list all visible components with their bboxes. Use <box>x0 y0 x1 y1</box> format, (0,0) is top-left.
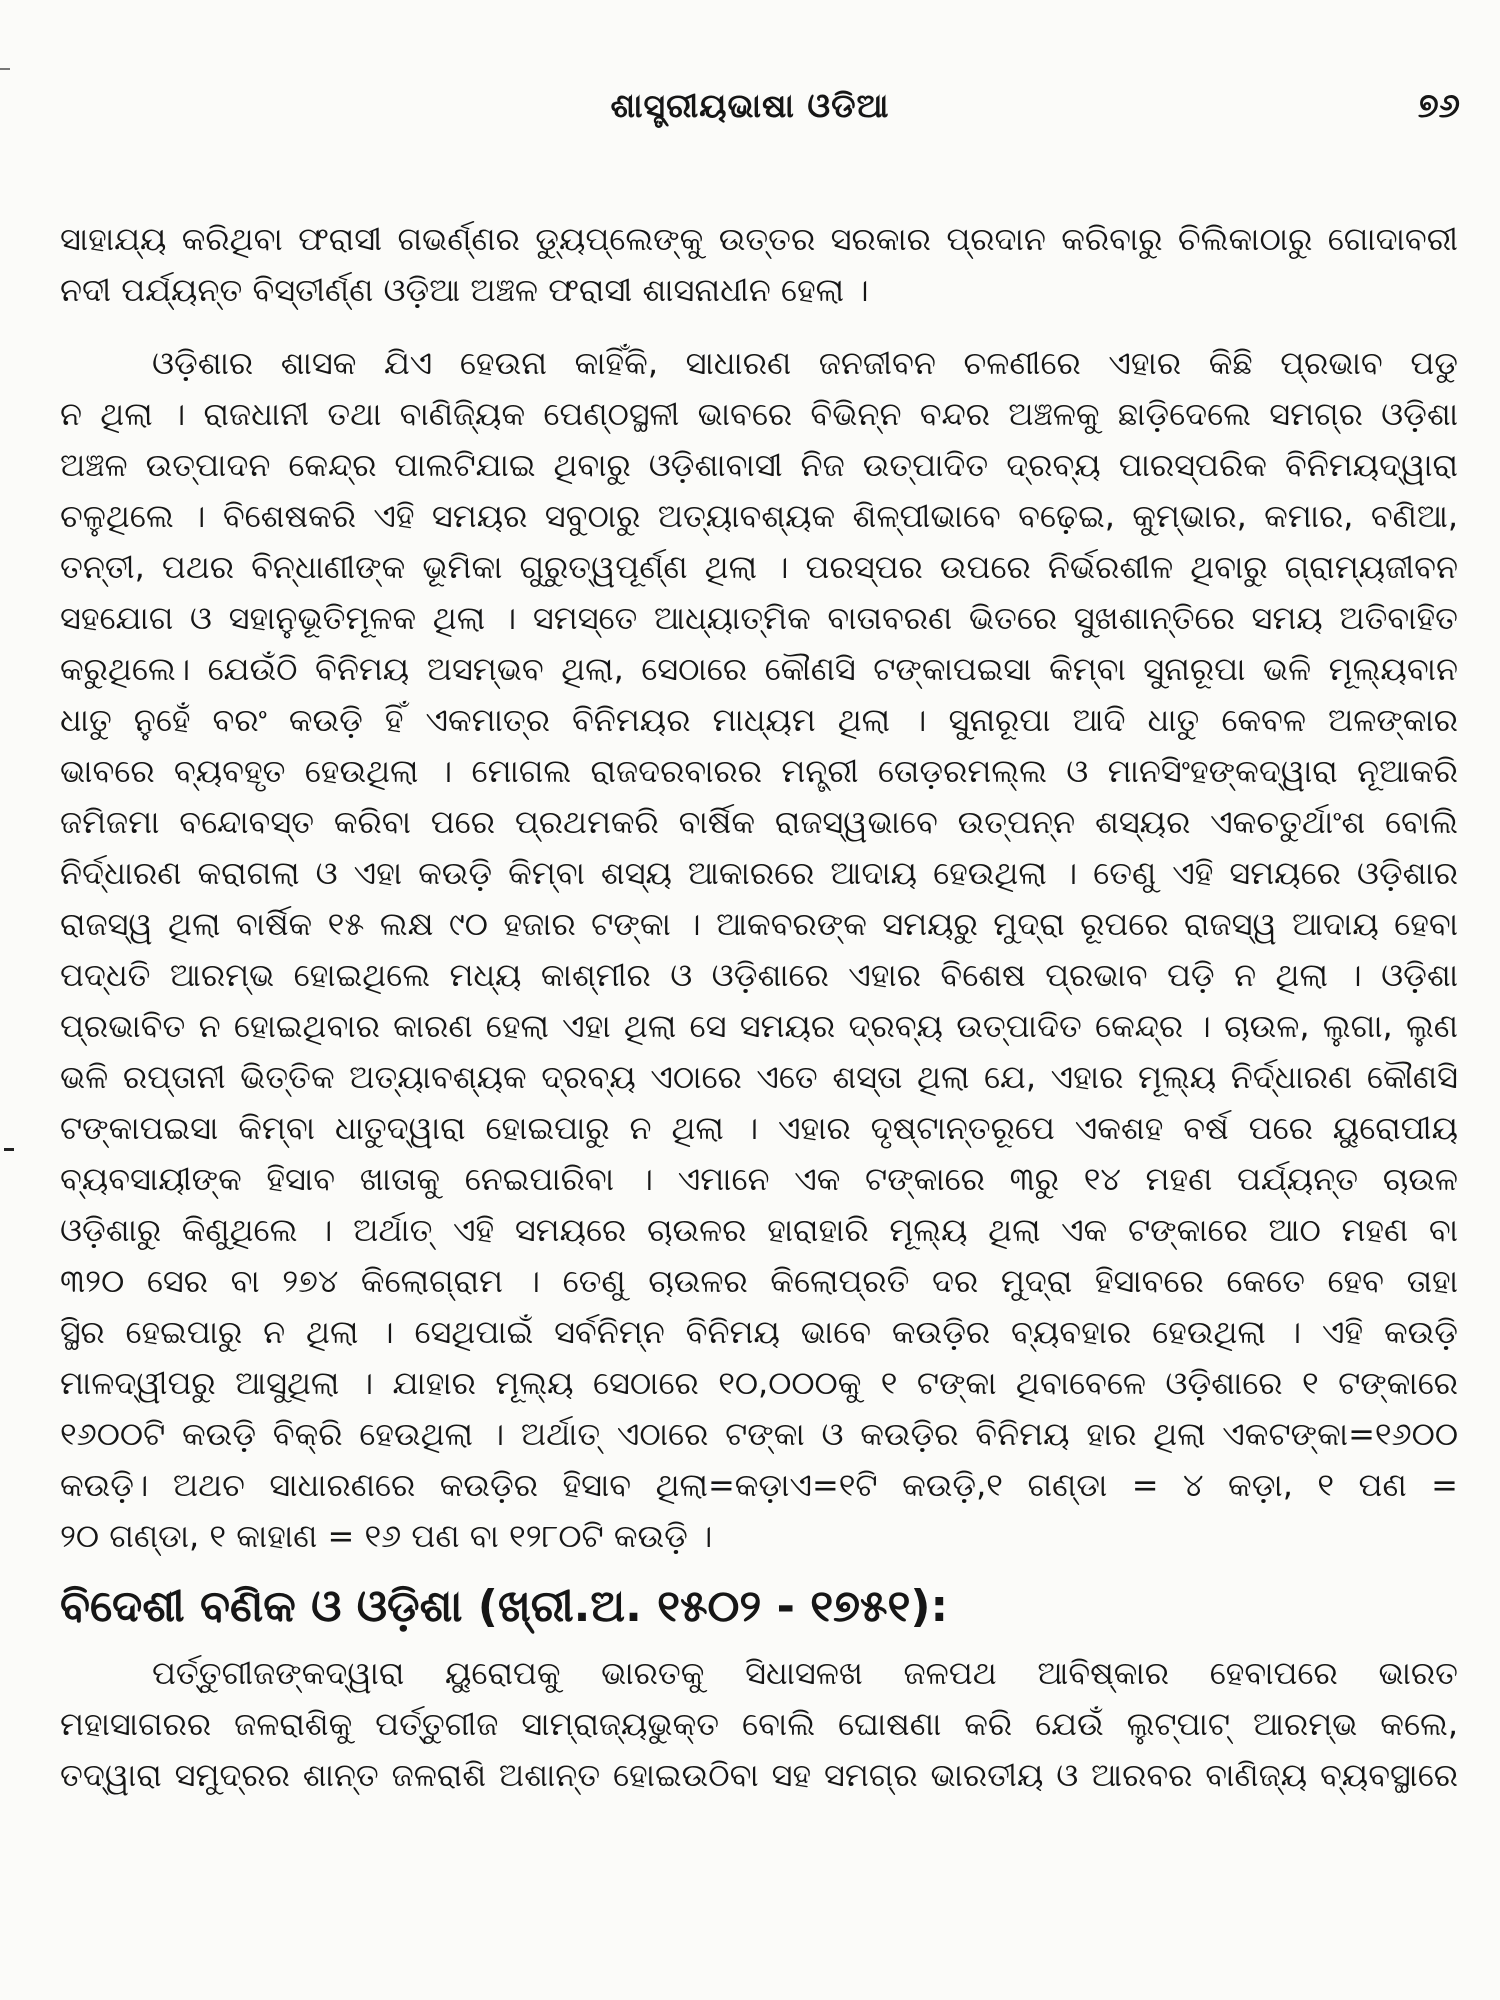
text-line: ମହାସାଗରର ଜଳରାଶିକୁ ପର୍ତ୍ତୁଗୀଜ ସାମ୍ରାଜ୍ୟଭୁକ୍ତ ବୋଲି ଘୋଷଣା କରି ଯେଉଁ ଲୁଟ୍‌ପାଟ୍ ଆରମ୍ଭ କଲେ, <box>60 1705 1458 1743</box>
text-line: ପର୍ତ୍ତୁଗୀଜଙ୍କଦ୍ୱାରା ୟୁରୋପକୁ ଭାରତକୁ ସିଧାସଳଖ ଜଳପଥ ଆବିଷ୍କାର ହେବାପରେ ଭାରତ <box>152 1654 1458 1692</box>
text-line: ଓଡ଼ିଶାର ଶାସକ ଯିଏ ହେଉନା କାହିଁକି, ସାଧାରଣ ଜନଜୀବନ ଚଳଣୀରେ ଏହାର କିଛି ପ୍ରଭାବ ପଡୁ <box>152 344 1458 382</box>
text-line: ସହଯୋଗ ଓ ସହାନୁଭୂତିମୂଳକ ଥିଲା । ସମସ୍ତେ ଆଧ୍ୟାତ୍ମିକ ବାତାବରଣ ଭିତରେ ସୁଖଶାନ୍ତିରେ ସମୟ ଅତିବାହିତ <box>60 599 1458 637</box>
text-line: ୨୦ ଗଣ୍ଡା, ୧ କାହାଣ = ୧୬ ପଣ ବା ୧୨୮୦ଟି କଉଡ଼ି । <box>60 1517 713 1555</box>
paragraph <box>60 1648 1458 1801</box>
text-line: ଭାବରେ ବ୍ୟବହୃତ ହେଉଥିଲା । ମୋଗଲ ରାଜଦରବାରର ମନ୍ତ୍ରୀ ତୋଡ଼ରମଲ୍ଲ ଓ ମାନସିଂହଙ୍କଦ୍ୱାରା ନୂଆକରି <box>60 752 1458 790</box>
text-line: ପଦ୍ଧତି ଆରମ୍ଭ ହୋଇଥିଲେ ମଧ୍ୟ କାଶ୍ମୀର ଓ ଓଡ଼ିଶାରେ ଏହାର ବିଶେଷ ପ୍ରଭାବ ପଡ଼ି ନ ଥିଲା । ଓଡ଼ିଶା <box>60 956 1458 994</box>
text-line: ଟଙ୍କାପଇସା କିମ୍ବା ଧାତୁଦ୍ୱାରା ହୋଇପାରୁ ନ ଥିଲା । ଏହାର ଦୃଷ୍ଟାନ୍ତରୂପେ ଏକଶହ ବର୍ଷ ପରେ ୟୁରୋପୀୟ <box>60 1109 1458 1147</box>
text-line: ନଦୀ ପର୍ଯ୍ୟନ୍ତ ବିସ୍ତୀର୍ଣ୍ଣ ଓଡ଼ିଆ ଅଞ୍ଚଳ ଫରାସୀ ଶାସନାଧୀନ ହେଲା । <box>60 271 869 309</box>
text-line: ସାହାଯ୍ୟ କରିଥିବା ଫରାସୀ ଗଭର୍ଣ୍ଣର ଡ୍ୟୁପ୍ଲେଙ୍କୁ ଉତ୍ତର ସରକାର ପ୍ରଦାନ କରିବାରୁ ଚିଲିକାଠାରୁ ଗୋଦାବରୀ <box>60 220 1458 258</box>
text-line: ଚଳୁଥିଲେ । ବିଶେଷକରି ଏହି ସମୟର ସବୁଠାରୁ ଅତ୍ୟାବଶ୍ୟକ ଶିଳ୍ପୀଭାବେ ବଢ଼େଇ, କୁମ୍ଭାର, କମାର, ବଣିଆ, <box>60 497 1458 535</box>
text-line: ୧୬୦୦ଟି କଉଡ଼ି ବିକ୍ରି ହେଉଥିଲା । ଅର୍ଥାତ୍ ଏଠାରେ ଟଙ୍କା ଓ କଉଡ଼ିର ବିନିମୟ ହାର ଥିଲା ଏକଟଙ୍କା=୧୬୦୦ <box>60 1415 1458 1453</box>
running-header <box>0 86 1500 146</box>
text-line: ମାଳଦ୍ୱୀପରୁ ଆସୁଥିଲା । ଯାହାର ମୂଲ୍ୟ ସେଠାରେ ୧୦,୦୦୦କୁ ୧ ଟଙ୍କା ଥିବାବେଳେ ଓଡ଼ିଶାରେ ୧ ଟଙ୍କାରେ <box>60 1364 1458 1402</box>
text-line: ତଦ୍ୱାରା ସମୁଦ୍ରର ଶାନ୍ତ ଜଳରାଶି ଅଶାନ୍ତ ହୋଇଉଠିବା ସହ ସମଗ୍ର ଭାରତୀୟ ଓ ଆରବର ବାଣିଜ୍ୟ ବ୍ୟବସ୍ଥାରେ <box>60 1756 1458 1794</box>
text-line: ୩୨୦ ସେର ବା ୨୭୪ କିଲୋଗ୍ରାମ । ତେଣୁ ଚାଉଳର କିଲୋପ୍ରତି ଦର ମୁଦ୍ରା ହିସାବରେ କେତେ ହେବ ତାହା <box>60 1262 1458 1300</box>
text-line: ପ୍ରଭାବିତ ନ ହୋଇଥିବାର କାରଣ ହେଲା ଏହା ଥିଲା ସେ ସମୟର ଦ୍ରବ୍ୟ ଉତ୍ପାଦିତ କେନ୍ଦ୍ର । ଚାଉଳ, ଲୁଗା, ଲୁଣ <box>60 1007 1458 1045</box>
text-line: ବ୍ୟବସାୟୀଙ୍କ ହିସାବ ଖାତାକୁ ନେଇପାରିବା । ଏମାନେ ଏକ ଟଙ୍କାରେ ୩ରୁ ୧୪ ମହଣ ପର୍ଯ୍ୟନ୍ତ ଚାଉଳ <box>60 1160 1458 1198</box>
running-title: ଶାସ୍ତ୍ରୀୟଭାଷା ଓଡିଆ <box>610 86 890 125</box>
body-text <box>60 214 1458 1801</box>
text-line: ସ୍ଥିର ହେଇପାରୁ ନ ଥିଲା । ସେଥିପାଇଁ ସର୍ବନିମ୍ନ ବିନିମୟ ଭାବେ କଉଡ଼ିର ବ୍ୟବହାର ହେଉଥିଲା । ଏହି କଉଡ଼ି <box>60 1313 1458 1351</box>
paragraph <box>60 338 1458 1562</box>
paragraph <box>60 214 1458 316</box>
text-line: ଜମିଜମା ବନ୍ଦୋବସ୍ତ କରିବା ପରେ ପ୍ରଥମକରି ବାର୍ଷିକ ରାଜସ୍ୱଭାବେ ଉତ୍ପନ୍ନ ଶସ୍ୟର ଏକଚତୁର୍ଥାଂଶ ବୋଲି <box>60 803 1458 841</box>
text-line: କରୁଥିଲେ। ଯେଉଁଠି ବିନିମୟ ଅସମ୍ଭବ ଥିଲା, ସେଠାରେ କୌଣସି ଟଙ୍କାପଇସା କିମ୍ବା ସୁନାରୂପା ଭଳି ମୂଲ୍ୟବାନ <box>60 650 1458 688</box>
section-heading: ବିଦେଶୀ ବଣିକ ଓ ଓଡ଼ିଶା (ଖ୍ରୀ.ଅ. ୧୫୦୨ - ୧୭୫୧): <box>60 1581 949 1632</box>
text-line: ନିର୍ଦ୍ଧାରଣ କରାଗଲା ଓ ଏହା କଉଡ଼ି କିମ୍ବା ଶସ୍ୟ ଆକାରରେ ଆଦାୟ ହେଉଥିଲା । ତେଣୁ ଏହି ସମୟରେ ଓଡ଼ିଶାର <box>60 854 1458 892</box>
text-line: ଧାତୁ ନୁହେଁ ବରଂ କଉଡ଼ି ହିଁ ଏକମାତ୍ର ବିନିମୟର ମାଧ୍ୟମ ଥିଲା । ସୁନାରୂପା ଆଦି ଧାତୁ କେବଳ ଅଳଙ୍କାର <box>60 701 1458 739</box>
text-line: ଅଞ୍ଚଳ ଉତ୍ପାଦନ କେନ୍ଦ୍ର ପାଲଟିଯାଇ ଥିବାରୁ ଓଡ଼ିଶାବାସୀ ନିଜ ଉତ୍ପାଦିତ ଦ୍ରବ୍ୟ ପାରସ୍ପରିକ ବିନିମୟଦ୍ୱାରା <box>60 446 1458 484</box>
text-line: ନ ଥିଲା । ରାଜଧାନୀ ତଥା ବାଣିଜ୍ୟିକ ପେଣ୍ଠସ୍ଥଳୀ ଭାବରେ ବିଭିନ୍ନ ବନ୍ଦର ଅଞ୍ଚଳକୁ ଛାଡ଼ିଦେଲେ ସମଗ୍ର ଓଡ଼ିଶା <box>60 395 1458 433</box>
text-line: ତନ୍ତୀ, ପଥର ବିନ୍ଧାଣୀଙ୍କ ଭୂମିକା ଗୁରୁତ୍ୱପୂର୍ଣ୍ଣ ଥିଲା । ପରସ୍ପର ଉପରେ ନିର୍ଭରଶୀଳ ଥିବାରୁ ଗ୍ରାମ୍ୟଜୀବନ <box>60 548 1458 586</box>
page-number: ୭୬ <box>1417 86 1460 126</box>
text-line: ଓଡ଼ିଶାରୁ କିଣୁଥିଲେ । ଅର୍ଥାତ୍ ଏହି ସମୟରେ ଚାଉଳର ହାରାହାରି ମୂଲ୍ୟ ଥିଲା ଏକ ଟଙ୍କାରେ ଆଠ ମହଣ ବା <box>60 1211 1458 1249</box>
margin-mark <box>4 1148 14 1151</box>
scan-mark <box>0 68 10 70</box>
text-line: ରାଜସ୍ୱ ଥିଲା ବାର୍ଷିକ ୧୫ ଲକ୍ଷ ୯୦ ହଜାର ଟଙ୍କା । ଆକବରଙ୍କ ସମୟରୁ ମୁଦ୍ରା ରୂପରେ ରାଜସ୍ୱ ଆଦାୟ ହେବା <box>60 905 1458 943</box>
text-line: କଉଡ଼ି। ଅଥଚ ସାଧାରଣରେ କଉଡ଼ିର ହିସାବ ଥିଲା=କଡ଼ାଏ=୧ଟି କଉଡ଼ି,୧ ଗଣ୍ଡା = ୪ କଡ଼ା, ୧ ପଣ = <box>60 1466 1458 1504</box>
text-line: ଭଳି ରପ୍ତାନୀ ଭିତ୍ତିକ ଅତ୍ୟାବଶ୍ୟକ ଦ୍ରବ୍ୟ ଏଠାରେ ଏତେ ଶସ୍ତା ଥିଲା ଯେ, ଏହାର ମୂଲ୍ୟ ନିର୍ଦ୍ଧାରଣ କୌଣସି <box>60 1058 1458 1096</box>
